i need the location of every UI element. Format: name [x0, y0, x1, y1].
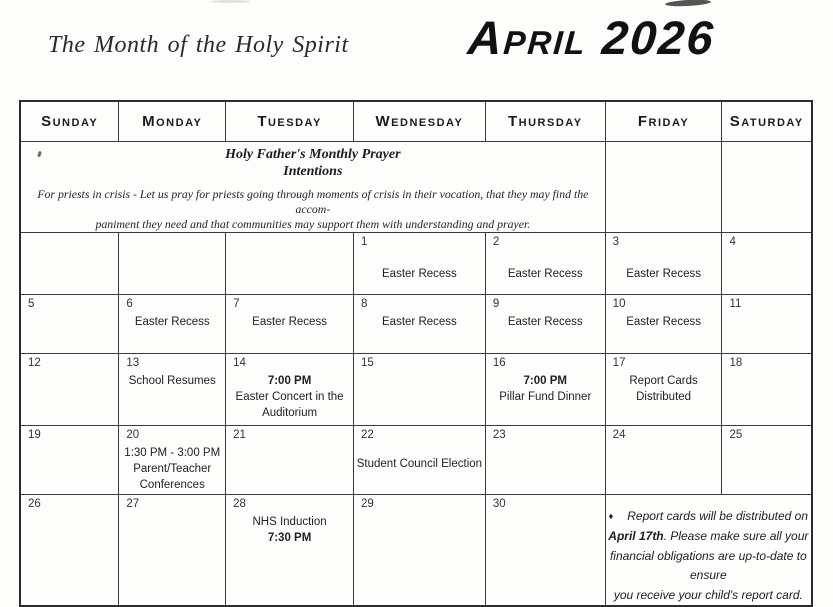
date-number: 29 [360, 497, 374, 510]
day-cell-19 [20, 425, 119, 494]
day-header-row [20, 101, 812, 141]
date-number: 19 [28, 428, 41, 441]
date-number: 14 [233, 356, 246, 369]
scan-artifact [210, 0, 250, 3]
day-cell-2 [485, 232, 605, 294]
note-line: April 17th. Please make sure all your [608, 529, 809, 543]
date-number: 3 [612, 235, 620, 248]
event-text: NHS Induction 7:30 PM [252, 515, 327, 544]
empty-cell [722, 141, 812, 232]
day-cell-10 [605, 294, 722, 353]
calendar-table [19, 100, 813, 607]
date-number: 10 [612, 297, 626, 310]
date-number: 17 [612, 356, 626, 369]
report-card-note [605, 494, 812, 606]
date-number: 7 [233, 297, 240, 310]
day-cell-11 [722, 294, 812, 353]
prayer-title: Holy Father's Monthly Prayer Intentions [225, 146, 401, 179]
day-cell-18 [722, 353, 812, 425]
date-number: 30 [492, 497, 506, 510]
day-cell-16 [485, 353, 605, 425]
date-number: 25 [729, 428, 743, 441]
date-number: 27 [126, 497, 140, 510]
day-cell-30 [485, 494, 605, 606]
day-header-friday: Friday [605, 101, 722, 141]
event-text: Easter Recess [382, 315, 457, 328]
event-text: Report Cards Distributed [629, 374, 698, 403]
event-text: Easter Recess [507, 315, 583, 328]
date-number: 24 [612, 428, 626, 441]
event-text: 7:00 PM Easter Concert in the Auditorium [235, 374, 344, 419]
event-text: Easter Recess [626, 315, 701, 328]
date-number [226, 233, 353, 236]
prayer-row [20, 141, 812, 232]
day-cell-24 [605, 425, 722, 494]
day-cell-27 [119, 494, 226, 606]
day-header-tuesday: Tuesday [226, 101, 354, 141]
day-cell-13 [119, 353, 226, 425]
date-number: 6 [126, 297, 133, 310]
week-row-2 [20, 294, 812, 353]
empty-cell [605, 141, 722, 232]
note-line: you receive your child's report card. [613, 587, 803, 602]
day-cell-22 [353, 425, 485, 494]
date-number: 16 [492, 356, 506, 369]
week-row-5 [20, 494, 812, 606]
date-number: 8 [360, 297, 368, 310]
date-number: 15 [360, 356, 374, 369]
day-cell-1 [353, 232, 485, 294]
day-cell-17 [605, 353, 722, 425]
day-cell-12 [20, 353, 119, 425]
day-cell-7 [226, 294, 354, 353]
date-number: 11 [729, 297, 742, 310]
date-number: 12 [28, 356, 41, 369]
day-cell-14 [226, 353, 354, 425]
day-cell-28 [226, 494, 354, 606]
prayer-intentions-cell [20, 141, 605, 232]
day-header-monday: Monday [119, 101, 226, 141]
day-cell-26 [20, 494, 119, 606]
page-subtitle: The Month of the Holy Spirit [48, 32, 349, 58]
event-text: Easter Recess [626, 267, 701, 280]
event-text: Easter Recess [252, 315, 327, 328]
diamond-bullet-icon: ♦ [608, 510, 614, 521]
date-number: 1 [360, 235, 368, 248]
date-number [21, 233, 118, 236]
date-number: 26 [28, 497, 41, 510]
day-header-wednesday: Wednesday [353, 101, 485, 141]
event-text: Easter Recess [382, 267, 457, 280]
event-text: Student Council Election [356, 457, 483, 470]
note-line: financial obligations are up-to-date to ensure [609, 548, 807, 582]
month-year-title [466, 10, 717, 65]
week-row-4 [20, 425, 812, 494]
week-row-3 [20, 353, 812, 425]
date-number: 22 [360, 428, 374, 441]
date-number: 21 [233, 428, 246, 441]
day-header-thursday: Thursday [485, 101, 605, 141]
prayer-body: For priests in crisis - Let us pray for priests going through moments of crisis in their vocation, that they may find the accom- paniment they need and that communities may support them with understanding and prayer. [37, 186, 589, 231]
year-label: 2026 [600, 11, 717, 64]
event-text: Easter Recess [134, 315, 210, 328]
date-number: 18 [729, 356, 743, 369]
event-text: Easter Recess [507, 267, 583, 280]
day-cell-20 [119, 425, 226, 494]
date-number: 2 [492, 235, 500, 248]
day-header-saturday: Saturday [722, 101, 812, 141]
day-cell-25 [722, 425, 812, 494]
day-cell-21 [226, 425, 354, 494]
day-cell-15 [353, 353, 485, 425]
day-header-sunday: Sunday [20, 101, 119, 141]
date-number: 4 [729, 235, 736, 248]
day-cell-4 [722, 232, 812, 294]
event-text: 1:30 PM - 3:00 PM Parent/Teacher Conferences [124, 446, 221, 491]
date-number: 23 [492, 428, 506, 441]
date-number: 28 [233, 497, 246, 510]
day-cell-5 [20, 294, 119, 353]
note-line: ♦ Report cards will be distributed on [608, 508, 809, 523]
date-number: 13 [126, 356, 140, 369]
date-number: 9 [492, 297, 500, 310]
day-cell-29 [353, 494, 485, 606]
day-cell-9 [485, 294, 605, 353]
day-cell-empty [119, 232, 226, 294]
day-cell-empty [226, 232, 354, 294]
day-cell-23 [485, 425, 605, 494]
day-cell-3 [605, 232, 722, 294]
day-cell-8 [353, 294, 485, 353]
day-cell-6 [119, 294, 226, 353]
date-number [119, 233, 225, 236]
event-text: 7:00 PM Pillar Fund Dinner [499, 374, 592, 403]
date-number: 20 [126, 428, 140, 441]
scan-artifact [665, 0, 711, 7]
day-cell-empty [20, 232, 119, 294]
week-row-1 [20, 232, 812, 294]
event-text: School Resumes [128, 374, 216, 387]
date-number: 5 [28, 297, 35, 310]
month-label: April [466, 11, 589, 64]
